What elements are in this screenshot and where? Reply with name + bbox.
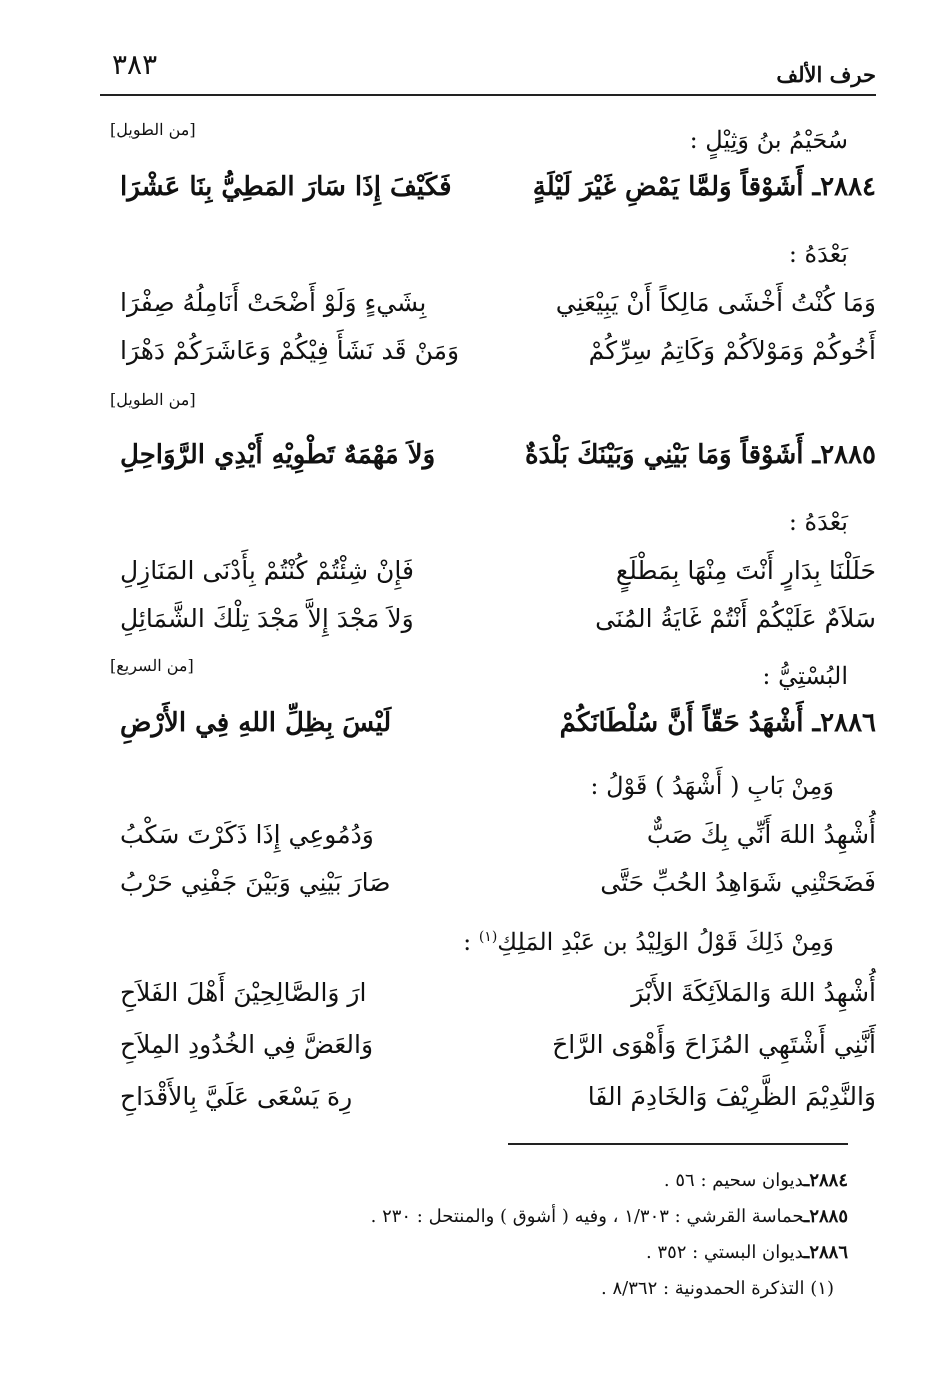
footnote-ref: (١) (478, 929, 498, 945)
section-intro: وَمِنْ بَابِ ( أَشْهَدُ ) قَوْلُ : (590, 772, 834, 800)
verse-2885 (100, 440, 876, 480)
footnote (664, 1170, 848, 1191)
poet-intro: البُسْتِيُّ : (762, 662, 848, 690)
hemistich-first-text: أَشْهَدُ حَقّاً أَنَّ سُلْطَانَكُمْ (559, 708, 804, 738)
hemistich-first: أَخُوكُمْ وَمَوْلاَكُمْ وَكَاتِمُ سِرِّكُمْ (588, 336, 876, 365)
hemistich-first (506, 172, 876, 202)
follow-verse (100, 868, 876, 908)
follow-verse (100, 978, 876, 1018)
hemistich-second: لَيْسَ بِظِلِّ اللهِ فِي الأَرْضِ (120, 708, 392, 738)
hemistich-first-text: أَشَوْقاً وَمَا بَيْنِي وَبَيْنَكَ بَلْدَةٌ (524, 440, 804, 470)
hemistich-first: وَالنَّدِيْمَ الظَّرِيْفَ وَالخَادِمَ الفَا (587, 1082, 876, 1111)
footnote-rule (508, 1143, 848, 1145)
footnote-number: (١) (810, 1278, 834, 1299)
meter-label: [من السريع] (110, 656, 194, 675)
footnote-text: التذكرة الحمدونية : ٨/٣٦٢ . (601, 1278, 805, 1299)
running-title: حرف الألف (776, 62, 876, 87)
section-intro-colon: : (463, 928, 472, 956)
hemistich-second: فَكَيْفَ إِذَا سَارَ المَطِيُّ بِنَا عَشْرَا (120, 172, 452, 202)
hemistich-second: وَالعَضَّ فِي الخُدُودِ المِلاَحِ (120, 1030, 374, 1059)
hemistich-first-text: أَشَوْقاً وَلمَّا يَمْضِ غَيْرَ لَيْلَةٍ (532, 172, 804, 202)
footnote-text: ديوان البستي : ٣٥٢ . (645, 1242, 805, 1263)
follow-verse (100, 336, 876, 376)
footnote-text: حماسة القرشي : ١/٣٠٣ ، وفيه ( أشوق ) والمنتحل : ٢٣٠ . (370, 1206, 805, 1227)
verse-2886 (100, 708, 876, 748)
footnote-text: ديوان سحيم : ٥٦ . (663, 1170, 805, 1191)
hemistich-first: حَلَلْنَا بِدَارٍ أَنْتَ مِنْهَا بِمَطْلَعٍ (615, 556, 876, 585)
footnote-number: ٢٨٨٦ـ (804, 1242, 848, 1263)
footnote (371, 1206, 848, 1227)
hemistich-first: أُشْهِدُ اللهَ أَنِّي بِكَ صَبٌّ (646, 820, 876, 849)
meter-label: [من الطويل] (110, 120, 196, 139)
follow-verse (100, 820, 876, 860)
section-intro-text: وَمِنْ ذَلِكَ قَوْلُ الوَلِيْدُ بن عَبْدِ المَلِكِ (497, 928, 834, 956)
after-label: بَعْدَهُ : (788, 240, 848, 268)
hemistich-second: وَمَنْ قَد نَشَأَ فِيْكُمْ وَعَاشَرَكُمْ دَهْرَا (120, 336, 460, 365)
follow-verse (100, 288, 876, 328)
follow-verse (100, 1082, 876, 1122)
footnote-number: ٢٨٨٤ـ (804, 1170, 848, 1191)
hemistich-second: فَإِنْ شِئْتُمْ كُنْتُمْ بِأَدْنَى المَنَازِلِ (120, 556, 414, 585)
hemistich-first (506, 440, 876, 470)
section-intro (463, 928, 834, 956)
hemistich-second: بِشَيءٍ وَلَوْ أَضْحَتْ أَنَامِلُهُ صِفْرَا (120, 288, 427, 317)
poet-intro: سُحَيْمُ بنُ وَثِيْلٍ : (689, 126, 848, 154)
header-rule (100, 94, 876, 96)
follow-verse (100, 604, 876, 644)
hemistich-first: وَمَا كُنْتُ أَخْشَى مَالِكاً أَنْ يَبِيْعَنِي (555, 288, 876, 317)
verse-2884 (100, 172, 876, 212)
hemistich-first: أُشْهِدُ اللهَ وَالمَلاَئِكَةَ الأَبْرَ (631, 978, 876, 1007)
verse-number: ٢٨٨٥ـ (812, 440, 876, 470)
hemistich-second: وَدُمُوعِي إِذَا ذَكَرْتَ سَكْبُ (120, 820, 374, 849)
footnote-number: ٢٨٨٥ـ (804, 1206, 848, 1227)
hemistich-second: وَلاَ مَهْمَهٌ تَطْوِيْهِ أَيْدِي الرَّوَاحِلِ (120, 440, 436, 470)
verse-number: ٢٨٨٤ـ (812, 172, 876, 202)
hemistich-second: رِهَ يَسْعَى عَلَيَّ بِالأَقْدَاحِ (120, 1082, 353, 1111)
hemistich-second: صَارَ بَيْنِي وَبَيْنَ جَفْنِي حَرْبُ (120, 868, 391, 897)
footnote (646, 1242, 848, 1263)
footnote (601, 1278, 834, 1299)
follow-verse (100, 1030, 876, 1070)
hemistich-first: سَلاَمٌ عَلَيْكُمْ أَنْتُمْ غَايَةُ المُنَى (595, 604, 876, 633)
hemistich-second: ارَ وَالصَّالِحِيْنَ أَهْلَ الفَلاَحِ (120, 978, 367, 1007)
after-label: بَعْدَهُ : (788, 508, 848, 536)
hemistich-first: فَضَحَتْنِي شَوَاهِدُ الحُبِّ حَتَّى (600, 868, 876, 897)
verse-number: ٢٨٨٦ـ (812, 708, 876, 738)
hemistich-first: أَنَّنِي أَشْتَهِي المُزَاحَ وَأَهْوَى الرَّاحَ (552, 1030, 876, 1059)
page-header (100, 42, 876, 94)
page-number: ٣٨٣ (112, 48, 158, 81)
hemistich-second: وَلاَ مَجْدَ إِلاَّ مَجْدَ تِلْكَ الشَّمَائِلِ (120, 604, 414, 633)
follow-verse (100, 556, 876, 596)
meter-label: [من الطويل] (110, 390, 196, 409)
hemistich-first (506, 708, 876, 738)
